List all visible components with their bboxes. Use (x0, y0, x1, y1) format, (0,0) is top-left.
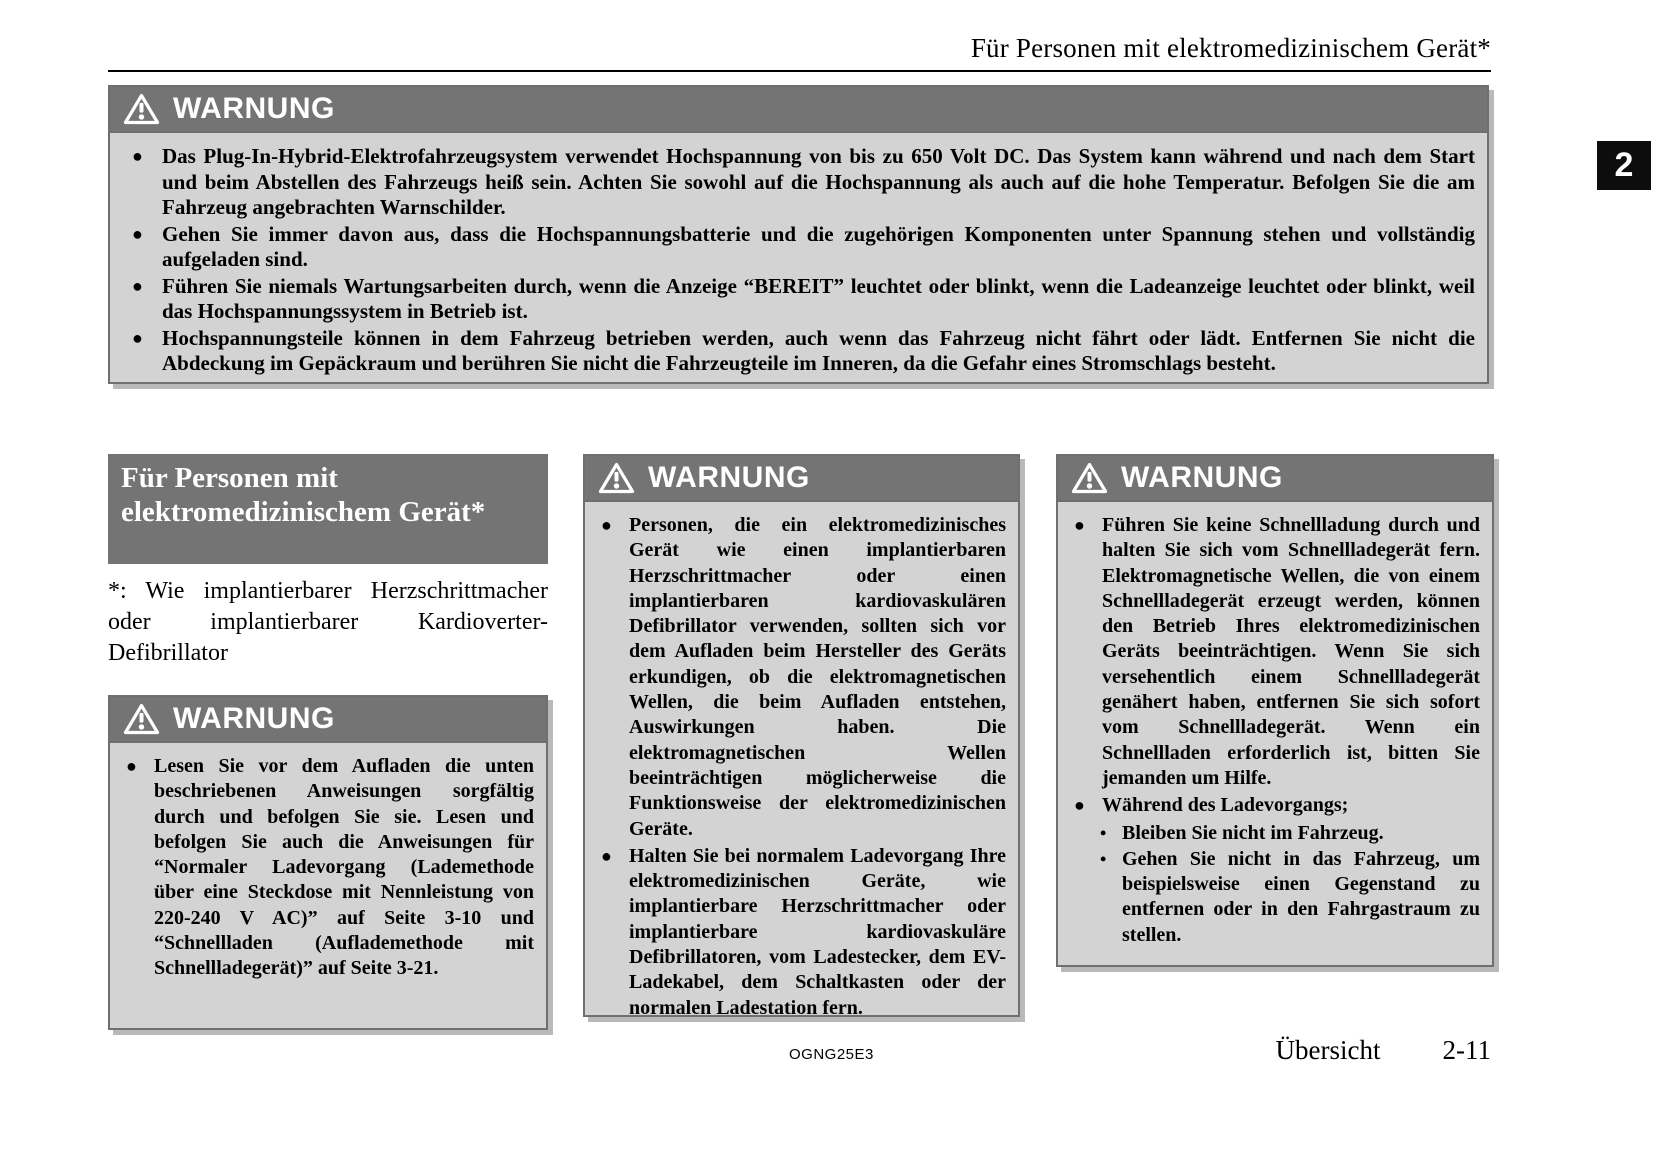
list-item (132, 144, 1475, 221)
header-divider (108, 70, 1491, 72)
warning-title: WARNUNG (173, 92, 335, 125)
warning-body (110, 133, 1487, 386)
warning-box-right (1056, 454, 1494, 967)
warning-header (585, 456, 1018, 502)
bullet-icon: ● (126, 756, 137, 776)
warning-text: Führen Sie keine Schnellladung durch und halten Sie sich vom Schnellladegerät fern. Elektromagnetische Wellen, die von einem Schnellladegerät erzeugt werden, können den Betrieb Ihres elektromedizinischen Geräts beeinträchtigen. Wenn Sie sich versehentlich einem Schnellladegerät genähert haben, entfernen Sie sich sofort vom Schnellladegerät. Wenn ein Schnellladen erforderlich ist, bitten Sie jemanden um Hilfe. (1102, 514, 1480, 789)
list-item (132, 222, 1475, 273)
section-title: Für Personen mit elektromedizinischem Gerät* (108, 454, 548, 564)
warning-body (110, 743, 546, 992)
warning-text: Hochspannungsteile können in dem Fahrzeug betrieben werden, auch wenn das Fahrzeug nicht fährt oder lädt. Entfernen Sie nicht die Abdeckung im Gepäckraum und berühren Sie nicht die Fahrzeugteile im Inneren, da die Gefahr eines Stromschlags besteht. (162, 325, 1475, 375)
bullet-icon: ● (132, 223, 143, 244)
document-code: OGNG25E3 (789, 1046, 874, 1063)
warning-text: Personen, die ein elektromedizinisches Gerät wie einen implantierbaren Herzschrittmacher oder einen implantierbaren kardiovaskulären Defibrillator verwenden, sollten sich vor dem Aufladen beim Hersteller des Geräts erkundigen, ob die elektromagnetischen Wellen, die beim Aufladen entstehen, Auswirkungen haben. Die elektromagnetischen Wellen beeinträchtigen möglicherweise die Funktionsweise der elektromedizinischen Geräte. (629, 514, 1006, 840)
warning-triangle-icon (123, 93, 160, 125)
list-item (126, 754, 534, 982)
warning-text: Gehen Sie immer davon aus, dass die Hochspannungsbatterie und die zugehörigen Komponenten unter Spannung stehen und vollständig aufgeladen sind. (162, 221, 1475, 271)
warning-title: WARNUNG (648, 461, 810, 494)
page-header-title: Für Personen mit elektromedizinischem Gerät* (970, 33, 1491, 63)
bullet-icon: ● (132, 275, 143, 296)
sub-bullet-icon: • (1100, 822, 1107, 843)
sub-list-item (1100, 847, 1480, 948)
warning-body (585, 502, 1018, 1031)
warning-text: Führen Sie niemals Wartungsarbeiten durch, wenn die Anzeige “BEREIT” leuchtet oder blinkt, wenn die Ladeanzeige leuchtet oder blinkt, weil das Hochspannungssystem in Betrieb ist. (162, 273, 1475, 323)
list-item (1074, 513, 1480, 791)
warning-text: Gehen Sie nicht in das Fahrzeug, um beispielsweise einen Gegenstand zu entfernen oder in den Fahrgastraum zu stellen. (1122, 847, 1480, 946)
footnote-text: *: Wie implantierbarer Herzschrittmacher oder implantierbarer Kardioverter-Defibrillator (108, 578, 548, 666)
bullet-icon: ● (1074, 515, 1085, 535)
warning-header (110, 697, 546, 743)
sub-bullet-icon: • (1100, 848, 1107, 869)
bullet-icon: ● (601, 515, 612, 535)
warning-text: Bleiben Sie nicht im Fahrzeug. (1122, 821, 1384, 844)
list-item (1074, 793, 1480, 818)
footer-section-name: Übersicht (1275, 1035, 1381, 1065)
warning-box-left (108, 695, 548, 1030)
bullet-icon: ● (1074, 795, 1085, 816)
warning-text: Halten Sie bei normalem Ladevorgang Ihre elektromedizinischen Geräte, wie implantierbare Herzschrittmacher oder implantierbare kardiovaskuläre Defibrillatoren, vom Ladestecker, dem EV-Ladekabel, dem Schaltkasten oder der normalen Ladestation fern. (629, 844, 1006, 1019)
bullet-icon: ● (132, 327, 143, 348)
warning-triangle-icon (1071, 462, 1108, 494)
list-item (601, 513, 1006, 842)
list-item (132, 326, 1475, 377)
footer-right (1276, 1035, 1491, 1066)
warning-title: WARNUNG (173, 702, 335, 735)
list-item (601, 844, 1006, 1021)
warning-header (1058, 456, 1492, 502)
bullet-icon: ● (132, 146, 143, 166)
warning-triangle-icon (123, 703, 160, 735)
warning-box-middle (583, 454, 1020, 1017)
list-item (132, 274, 1475, 325)
warning-triangle-icon (598, 462, 635, 494)
sub-list-item (1100, 821, 1480, 846)
warning-text: Das Plug-In-Hybrid-Elektrofahrzeugsystem verwendet Hochspannung von bis zu 650 Volt DC. Das System kann während und nach dem Start und beim Abstellen des Fahrzeugs heiß sein. Achten Sie sowohl auf die Hochspannung als auch auf die hohe Temperatur. Befolgen Sie die am Fahrzeug angebrachten Warnschilder. (162, 144, 1475, 219)
warning-text: Lesen Sie vor dem Aufladen die unten beschriebenen Anweisungen sorgfältig durch und befolgen Sie sie. Lesen und befolgen Sie auch die Anweisungen für “Normaler Ladevorgang (Lademethode über eine Steckdose mit Nennleistung von 220-240 V AC)” auf Seite 3-10 und “Schnellladen (Auflademethode mit Schnellladegerät)” auf Seite 3-21. (154, 755, 534, 980)
warning-box-top (108, 85, 1489, 384)
warning-text: Während des Ladevorgangs; (1102, 794, 1349, 817)
warning-body (1058, 502, 1492, 957)
warning-title: WARNUNG (1121, 461, 1283, 494)
page-number: 2-11 (1442, 1035, 1491, 1065)
warning-header (110, 87, 1487, 133)
bullet-icon: ● (601, 845, 612, 866)
chapter-tab: 2 (1597, 141, 1651, 190)
